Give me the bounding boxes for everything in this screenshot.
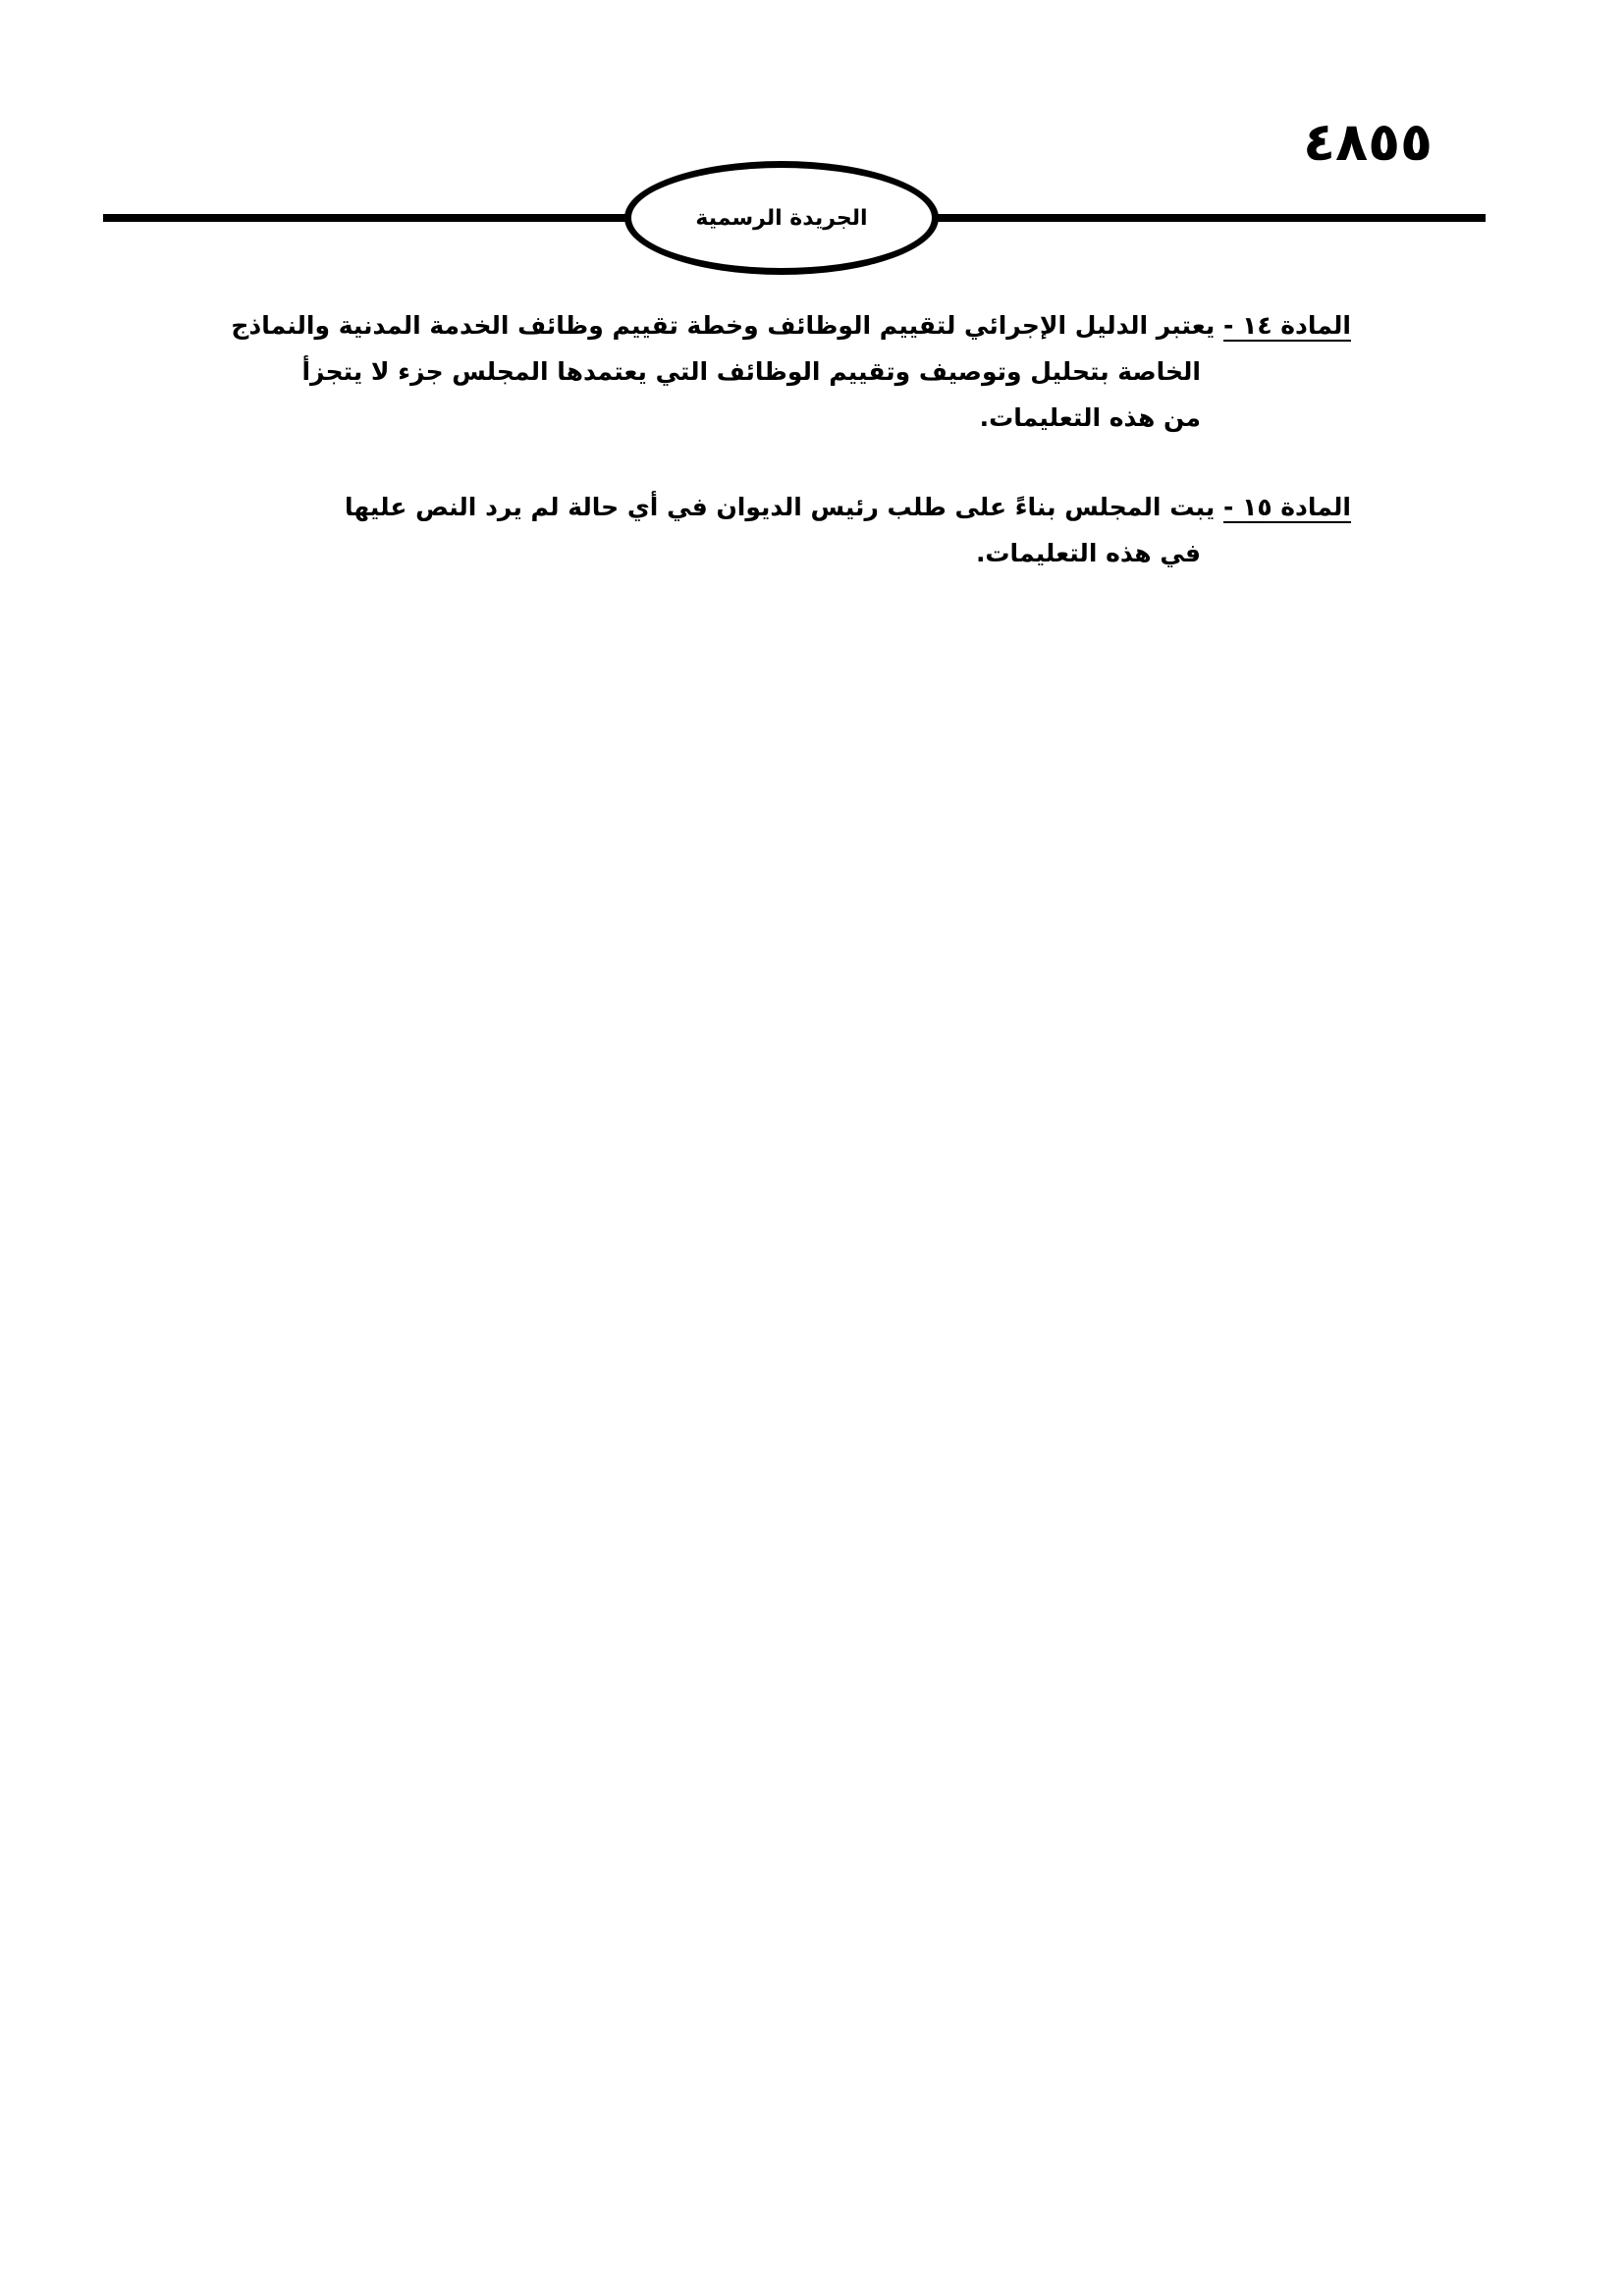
header-oval: [624, 161, 939, 275]
article-15: [201, 484, 1351, 576]
article-15-first-line: [201, 484, 1351, 530]
gazette-title: الجريدة الرسمية: [695, 205, 868, 231]
article-15-heading: المادة ١٥ -: [1222, 493, 1351, 521]
article-15-text-line-1: يبت المجلس بناءً على طلب رئيس الديوان في أي حالة لم يرد النص عليها: [345, 493, 1216, 521]
article-14-text-line-3: من هذه التعليمات.: [979, 403, 1201, 432]
article-15-text-line-2: في هذه التعليمات.: [975, 539, 1201, 567]
article-14: [201, 302, 1351, 441]
article-14-heading: المادة ١٤ -: [1222, 311, 1351, 340]
article-14-text-line-2: الخاصة بتحليل وتوصيف وتقييم الوظائف التي يعتمدها المجلس جزء لا يتجزأ: [301, 357, 1201, 386]
article-14-first-line: [201, 302, 1351, 348]
page-number: ٤٨٥٥: [1303, 111, 1433, 173]
article-14-text-line-1: يعتبر الدليل الإجرائي لتقييم الوظائف وخطة تقييم وظائف الخدمة المدنية والنماذج: [231, 311, 1216, 340]
